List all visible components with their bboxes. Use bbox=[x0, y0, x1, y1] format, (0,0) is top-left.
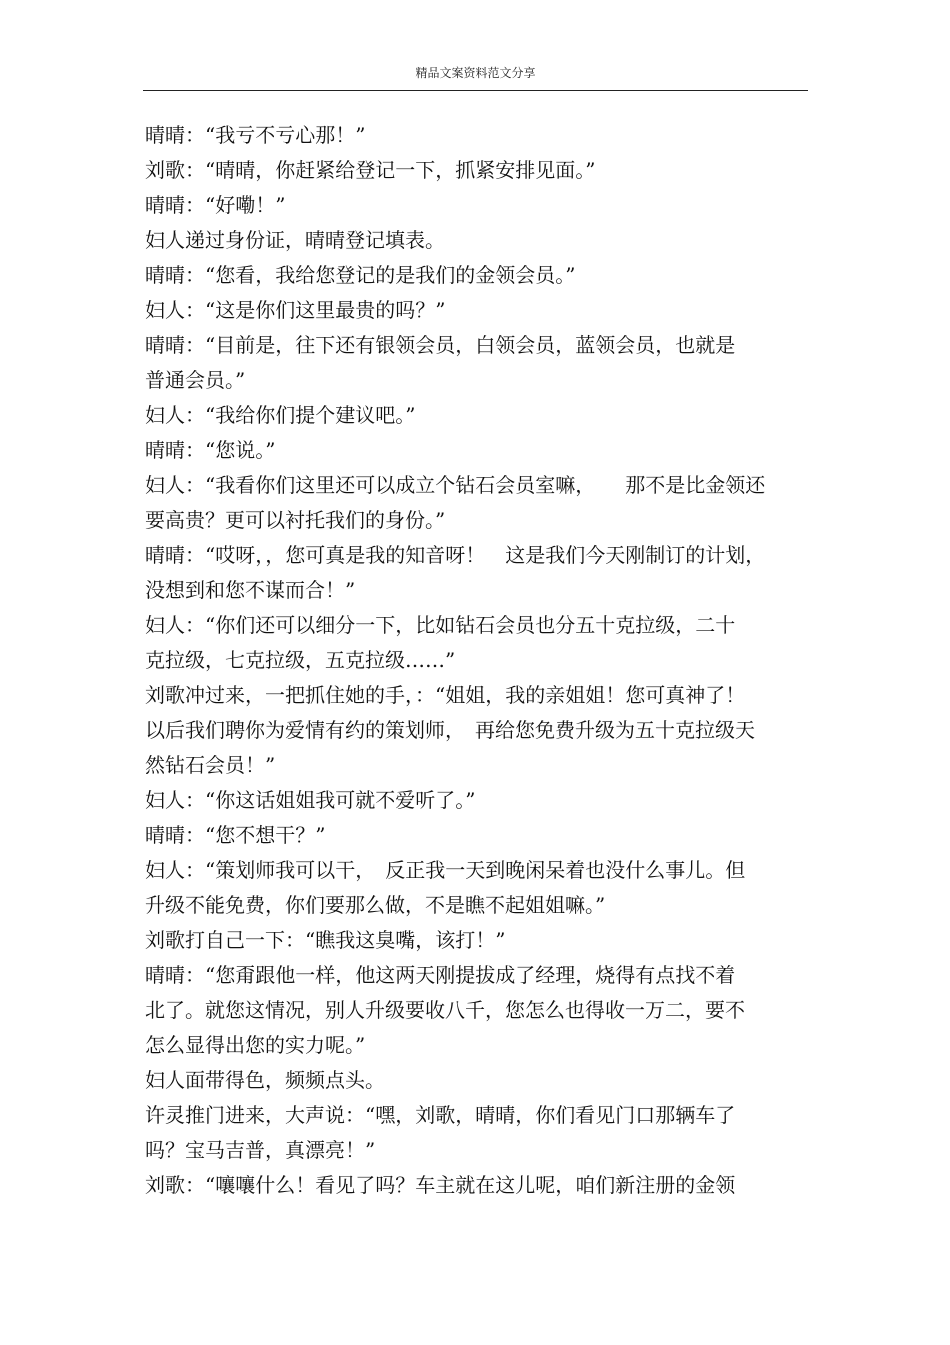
text-line: 妇人：“策划师我可以干， 反正我一天到晚闲呆着也没什么事儿。但 bbox=[145, 858, 746, 882]
text-line: 妇人递过身份证，晴晴登记填表。 bbox=[145, 228, 445, 252]
text-line: 刘歌：“嚷嚷什么！看见了吗？车主就在这儿呢，咱们新注册的金领 bbox=[145, 1173, 736, 1197]
text-line: 刘歌打自己一下：“瞧我这臭嘴，该打！” bbox=[145, 928, 506, 952]
text-line: 晴晴：“好嘞！” bbox=[145, 193, 286, 217]
text-line: 妇人：“你这话姐姐我可就不爱听了。” bbox=[145, 788, 476, 812]
text-line: 北了。就您这情况，别人升级要收八千，您怎么也得收一万二，要不 bbox=[145, 998, 745, 1022]
text-line: 刘歌冲过来，一把抓住她的手，：“姐姐，我的亲姐姐！您可真神了！ bbox=[145, 683, 746, 707]
text-line: 许灵推门进来，大声说：“嘿，刘歌，晴晴，你们看见门口那辆车了 bbox=[145, 1103, 736, 1127]
text-line: 克拉级，七克拉级，五克拉级……” bbox=[145, 648, 456, 672]
text-line: 以后我们聘你为爱情有约的策划师， 再给您免费升级为五十克拉级天 bbox=[145, 718, 755, 742]
text-line: 晴晴：“目前是，往下还有银领会员，白领会员，蓝领会员，也就是 bbox=[145, 333, 736, 357]
text-line: 怎么显得出您的实力呢。” bbox=[145, 1033, 366, 1057]
text-line: 妇人面带得色，频频点头。 bbox=[145, 1068, 385, 1092]
text-line: 晴晴：“您说。” bbox=[145, 438, 276, 462]
text-line: 没想到和您不谋而合！” bbox=[145, 578, 356, 602]
page-header: 精品文案资料范文分享 bbox=[415, 66, 536, 80]
text-line: 晴晴：“您甭跟他一样，他这两天刚提拔成了经理，烧得有点找不着 bbox=[145, 963, 736, 987]
text-line: 妇人：“你们还可以细分一下，比如钻石会员也分五十克拉级，二十 bbox=[145, 613, 736, 637]
text-line: 晴晴：“我亏不亏心那！” bbox=[145, 123, 366, 147]
text-line: 吗？宝马吉普，真漂亮！” bbox=[145, 1138, 376, 1162]
text-line: 要高贵？更可以衬托我们的身份。” bbox=[145, 508, 446, 532]
text-line: 妇人：“我看你们这里还可以成立个钻石会员室嘛， 那不是比金领还 bbox=[145, 473, 766, 497]
document-body bbox=[145, 118, 805, 1203]
text-line: 然钻石会员！” bbox=[145, 753, 276, 777]
text-line: 刘歌：“晴晴，你赶紧给登记一下，抓紧安排见面。” bbox=[145, 158, 596, 182]
text-line: 妇人：“我给你们提个建议吧。” bbox=[145, 403, 416, 427]
text-line: 晴晴：“哎呀，，您可真是我的知音呀！ 这是我们今天刚制订的计划， bbox=[145, 543, 766, 567]
header-divider bbox=[143, 90, 808, 91]
text-line: 晴晴：“您不想干？” bbox=[145, 823, 326, 847]
text-line: 妇人：“这是你们这里最贵的吗？” bbox=[145, 298, 446, 322]
text-line: 普通会员。” bbox=[145, 368, 246, 392]
text-line: 晴晴：“您看，我给您登记的是我们的金领会员。” bbox=[145, 263, 576, 287]
text-line: 升级不能免费，你们要那么做，不是瞧不起姐姐嘛。” bbox=[145, 893, 606, 917]
